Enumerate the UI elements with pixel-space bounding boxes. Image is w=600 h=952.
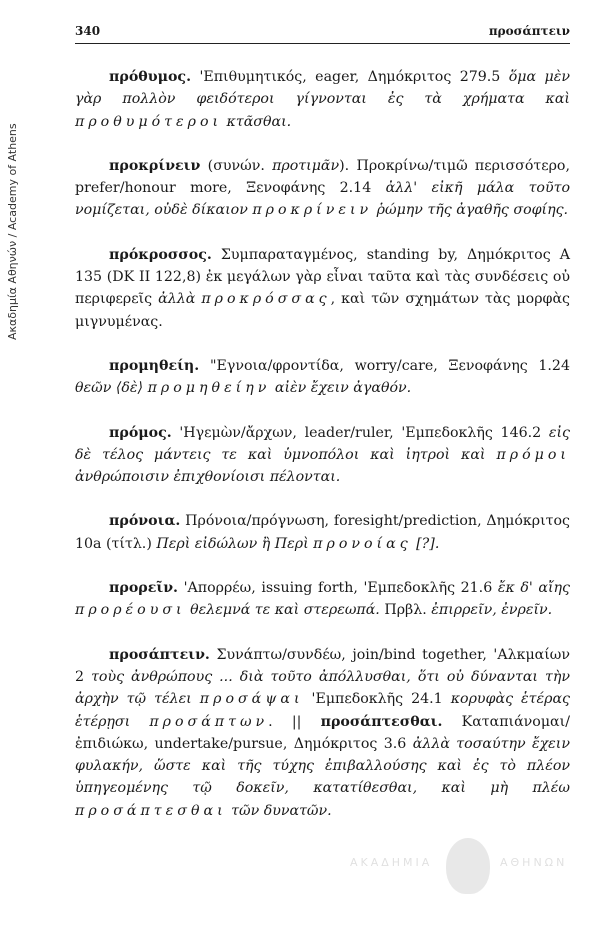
entry-text: (συνών. xyxy=(200,157,273,174)
spaced-keyword: προκρίνειν xyxy=(252,202,373,219)
entry-prokrossos xyxy=(75,244,570,333)
quote-text: τῶν δυνατῶν. xyxy=(226,802,332,819)
lemma: προσάπτειν. xyxy=(109,646,210,663)
quote-text: προτιμᾶν xyxy=(272,157,340,174)
lemma: πρόμος. xyxy=(109,424,172,441)
entry-text: Πρβλ. xyxy=(379,602,432,619)
entry-text: 'Απορρέω, issuing forth, 'Εμπεδοκλῆς 21.6 xyxy=(178,580,498,597)
entry-pronoia xyxy=(75,510,570,555)
quote-text: εἰς δὲ τέλος μάντεις τε καὶ ὑμνοπόλοι καὶ ἰητροὶ καὶ xyxy=(75,424,570,463)
entry-prosaptein xyxy=(75,644,570,822)
entry-promos xyxy=(75,422,570,489)
lemma: πρόνοια. xyxy=(109,513,181,530)
entry-text: "Εγνοια/φροντίδα, worry/care, Ξενοφάνης 1.24 xyxy=(199,357,570,374)
entry-text: Καταπιάνομαι/ἐπιδιώκω, undertake/pursue, Δημόκριτος 3.6 xyxy=(75,713,570,752)
quote-text: ῥώμην τῆς ἀγαθῆς σοφίης. xyxy=(372,202,569,219)
seal-left-text: ΑΚΑΔΗΜΙΑ xyxy=(350,856,433,869)
entry-text: ). Προκρίνω/τιμῶ περισσότερο, prefer/honour more, Ξενοφάνης 2.14 xyxy=(75,157,570,197)
entry-text: Συμπαραταγμένος, standing by, Δημόκριτος A 135 (DK II 122,8) ἐκ μεγάλων γὰρ εἶναι ταῦτα καὶ τὰς συνδέσεις οὐ περιφερεῖς xyxy=(75,246,570,308)
quote-text: ἀνθρώποισιν ἐπιχθονίοισι πέλονται. xyxy=(75,469,341,486)
quote-text: ἀλλ' εἰκῆ μάλα τοῦτο νομίζεται, οὐδὲ δίκαιον xyxy=(75,180,570,219)
quote-text: θελεμνά τε καὶ στερεωπά. xyxy=(185,602,380,619)
spaced-keyword: προσάψαι xyxy=(199,691,304,708)
entry-text: 'Ηγεμὼν/ἄρχων, leader/ruler, 'Εμπεδοκλῆς 146.2 xyxy=(171,424,549,441)
side-watermark: Ακαδημία Αθηνών / Academy of Athens xyxy=(6,123,19,340)
running-head xyxy=(75,24,570,44)
academy-seal-watermark xyxy=(350,838,580,898)
quote-text: αἰὲν ἔχειν ἀγαθόν. xyxy=(270,380,412,397)
entry-prothymos xyxy=(75,66,570,133)
quote-text: ἀλλὰ xyxy=(158,291,202,308)
spaced-keyword: προνοίας xyxy=(313,535,412,552)
spaced-keyword: προσάπτων xyxy=(149,713,269,730)
page-number: 340 xyxy=(75,24,101,38)
quote-text: τοὺς ἀνθρώπους ... διὰ τοῦτο ἀπόλλυσθαι, ὅτι οὐ δύνανται τὴν ἀρχὴν τῷ τέλει xyxy=(75,668,570,708)
spaced-keyword: προθυμότεροι xyxy=(75,113,223,130)
quote-text: ἔκ δ' αἴης xyxy=(497,580,570,597)
quote-text: [?]. xyxy=(411,535,440,552)
quote-text: ἐπιρρεῖν, ἐνρεῖν. xyxy=(431,602,553,619)
lemma: πρόθυμος. xyxy=(109,69,192,85)
quote-text: ὅμα μὲν γὰρ πολλὸν φειδότεροι γίγνονται ἐς τὰ χρήματα καὶ xyxy=(75,69,570,108)
book-page xyxy=(75,24,570,844)
seal-right-text: ΑΘΗΝΩΝ xyxy=(500,856,568,869)
lemma: προκρίνειν xyxy=(109,157,201,174)
entry-prorein xyxy=(75,577,570,622)
entry-text: . || xyxy=(268,713,321,730)
entry-text: Πρόνοια/πρόγνωση, foresight/prediction, Δημόκριτος 10a (τίτλ.) xyxy=(75,513,570,552)
lemma: προρεῖν. xyxy=(109,580,178,597)
entry-promitheie xyxy=(75,355,570,400)
entry-prokrinein xyxy=(75,155,570,222)
quote-text: κορυφὰς ἑτέρας ἑτέρῃσι xyxy=(75,691,570,730)
entry-text: , καὶ τῶν σχημάτων τὰς μορφὰς μιγνυμένας. xyxy=(75,291,571,330)
entry-text: 'Εμπεδοκλῆς 24.1 xyxy=(303,691,451,708)
quote-text: θεῶν ⟨δὲ⟩ xyxy=(75,380,148,397)
spaced-keyword: προρέουσι xyxy=(75,602,186,619)
dictionary-entries xyxy=(75,66,570,822)
spaced-keyword: προσάπτεσθαι xyxy=(75,802,227,819)
running-title: προσάπτειν xyxy=(488,24,570,38)
quote-text: Περὶ εἰδώλων ἢ Περὶ xyxy=(156,535,314,552)
spaced-keyword: πρόμοι xyxy=(496,446,570,463)
owl-icon xyxy=(446,838,490,894)
lemma: πρόκροσσος. xyxy=(109,246,212,263)
lemma: προμηθείη. xyxy=(109,357,200,374)
entry-text: Συνάπτω/συνδέω, join/bind together, 'Αλκμαίων 2 xyxy=(75,646,570,685)
lemma: προσάπτεσθαι. xyxy=(320,713,443,730)
spaced-keyword: προκρόσσας xyxy=(201,291,331,308)
quote-text: κτᾶσθαι. xyxy=(222,113,292,130)
spaced-keyword: προμηθείην xyxy=(147,380,271,397)
entry-text: 'Επιθυμητικός, eager, Δημόκριτος 279.5 xyxy=(191,69,509,85)
quote-text: ἀλλὰ τοσαύτην ἔχειν φυλακήν, ὥστε καὶ τῆς τύχης ἐπιβαλλούσης καὶ ἐς τὸ πλέον ὑπηγεομένης τῷ δοκεῖν, κατατίθεσθαι, καὶ μὴ πλέω xyxy=(75,735,570,797)
